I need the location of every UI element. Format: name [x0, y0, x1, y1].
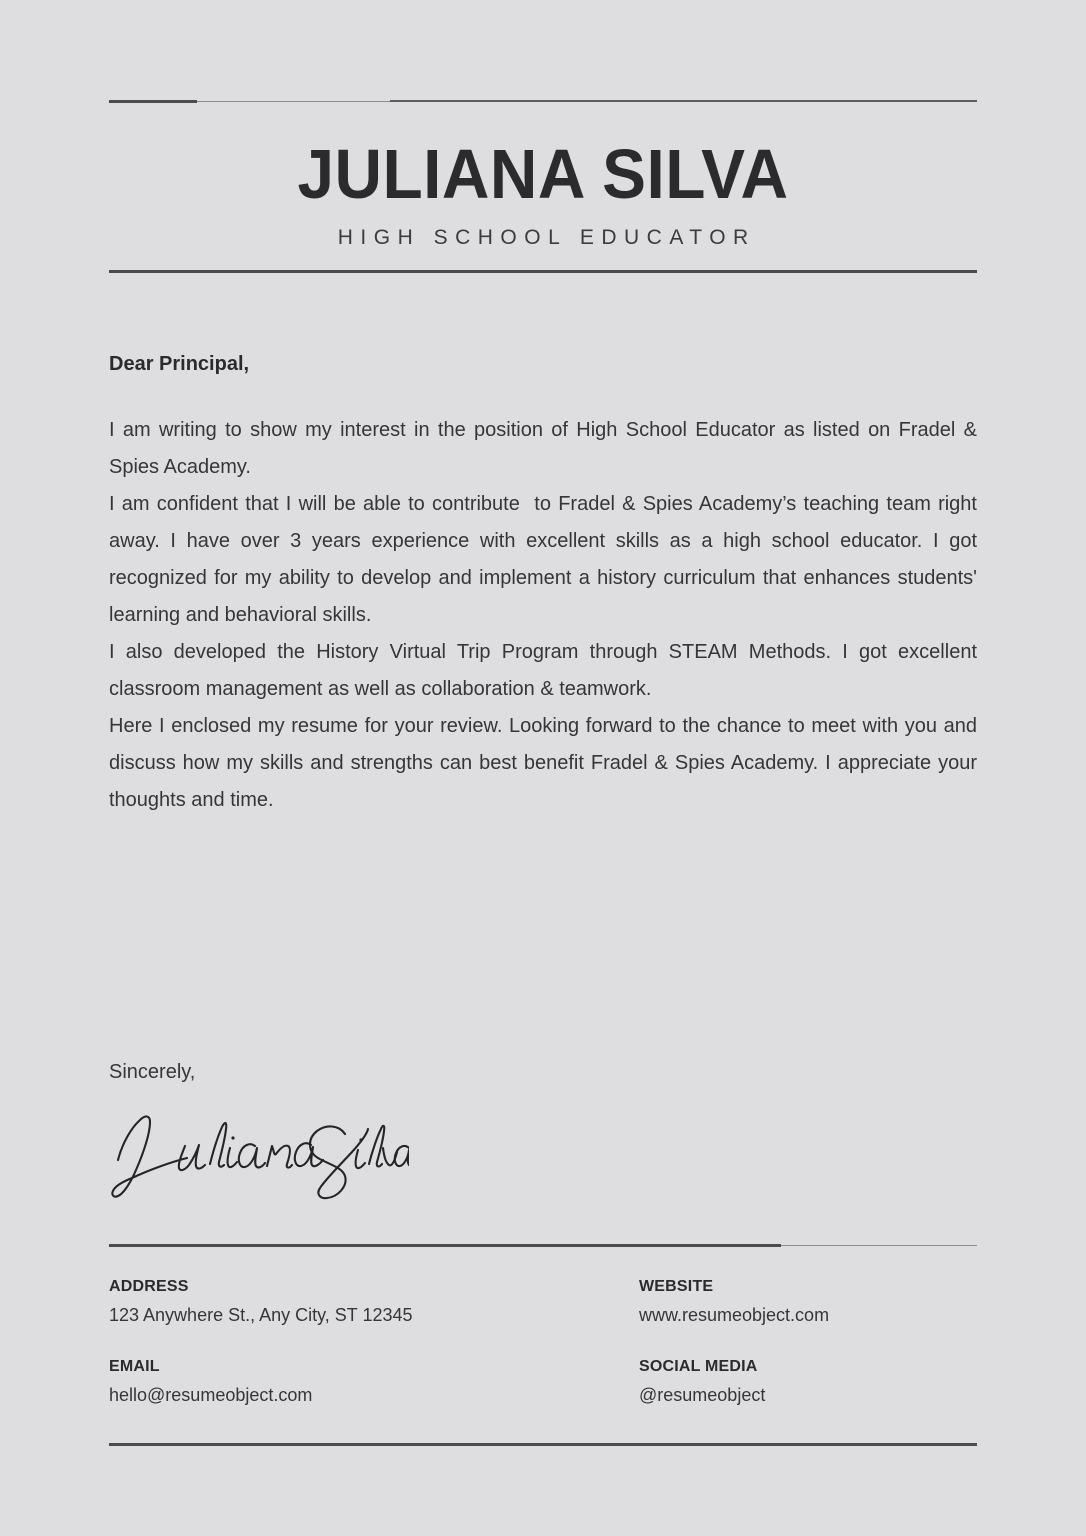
website-label: WEBSITE: [639, 1278, 714, 1295]
footer-bottom-rule-line: [109, 1443, 977, 1446]
email-value[interactable]: hello@resumeobject.com: [109, 1384, 313, 1405]
contact-block-email: [109, 1357, 543, 1407]
footer-bottom-rule: [109, 1443, 977, 1446]
body-paragraph-1: I am writing to show my interest in the position of High School Educator as listed on Fradel & Spies Academy.: [109, 419, 983, 478]
website-value[interactable]: www.resumeobject.com: [639, 1305, 830, 1326]
salutation: Dear Principal,: [109, 353, 250, 375]
header-bottom-rule: [109, 270, 977, 273]
address-value: 123 Anywhere St., Any City, ST 12345: [109, 1305, 413, 1326]
letter-header: [109, 100, 977, 273]
footer-top-rule: [109, 1244, 977, 1247]
signature-image: [109, 1098, 409, 1208]
body-paragraph-3: I also developed the History Virtual Trip Program through STEAM Methods. I got excellent classroom management as well as collaboration & teamwork.: [109, 641, 983, 700]
contact-block-address: [109, 1277, 543, 1327]
footer-column-right: [543, 1277, 977, 1407]
body-paragraph-2: I am confident that I will be able to contribute to Fradel & Spies Academy’s teaching team right away. I have over 3 years experience with excellent skills as a high school educator. I got recognized for my ability to develop and implement a history curriculum that enhances students' learning and behavioral skills.: [109, 493, 983, 626]
contact-block-website: [639, 1277, 977, 1327]
footer-top-rule-accent: [109, 1244, 781, 1247]
social-media-label: SOCIAL MEDIA: [639, 1357, 758, 1375]
header-bottom-rule-line: [109, 270, 977, 273]
letter-footer: [109, 1244, 977, 1446]
job-title-subtitle: HIGH SCHOOL EDUCATOR: [337, 226, 756, 249]
page-title: JULIANA SILVA: [297, 135, 789, 213]
email-label: EMAIL: [109, 1357, 160, 1375]
social-media-value[interactable]: @resumeobject: [639, 1384, 766, 1405]
closing-text: Sincerely,: [109, 1061, 196, 1083]
body-paragraph-4: Here I enclosed my resume for your review. Looking forward to the chance to meet with you and discuss how my skills and strengths can best benefit Fradel & Spies Academy. I appreciate your thoughts and time.: [109, 715, 983, 811]
footer-columns: [109, 1247, 977, 1407]
sign-off: [109, 1060, 609, 1208]
footer-column-left: [109, 1277, 543, 1407]
header-top-rule-accent-right: [390, 100, 977, 102]
address-label: ADDRESS: [109, 1278, 189, 1295]
letter-body: [109, 352, 983, 819]
contact-block-social-media: [639, 1357, 977, 1407]
